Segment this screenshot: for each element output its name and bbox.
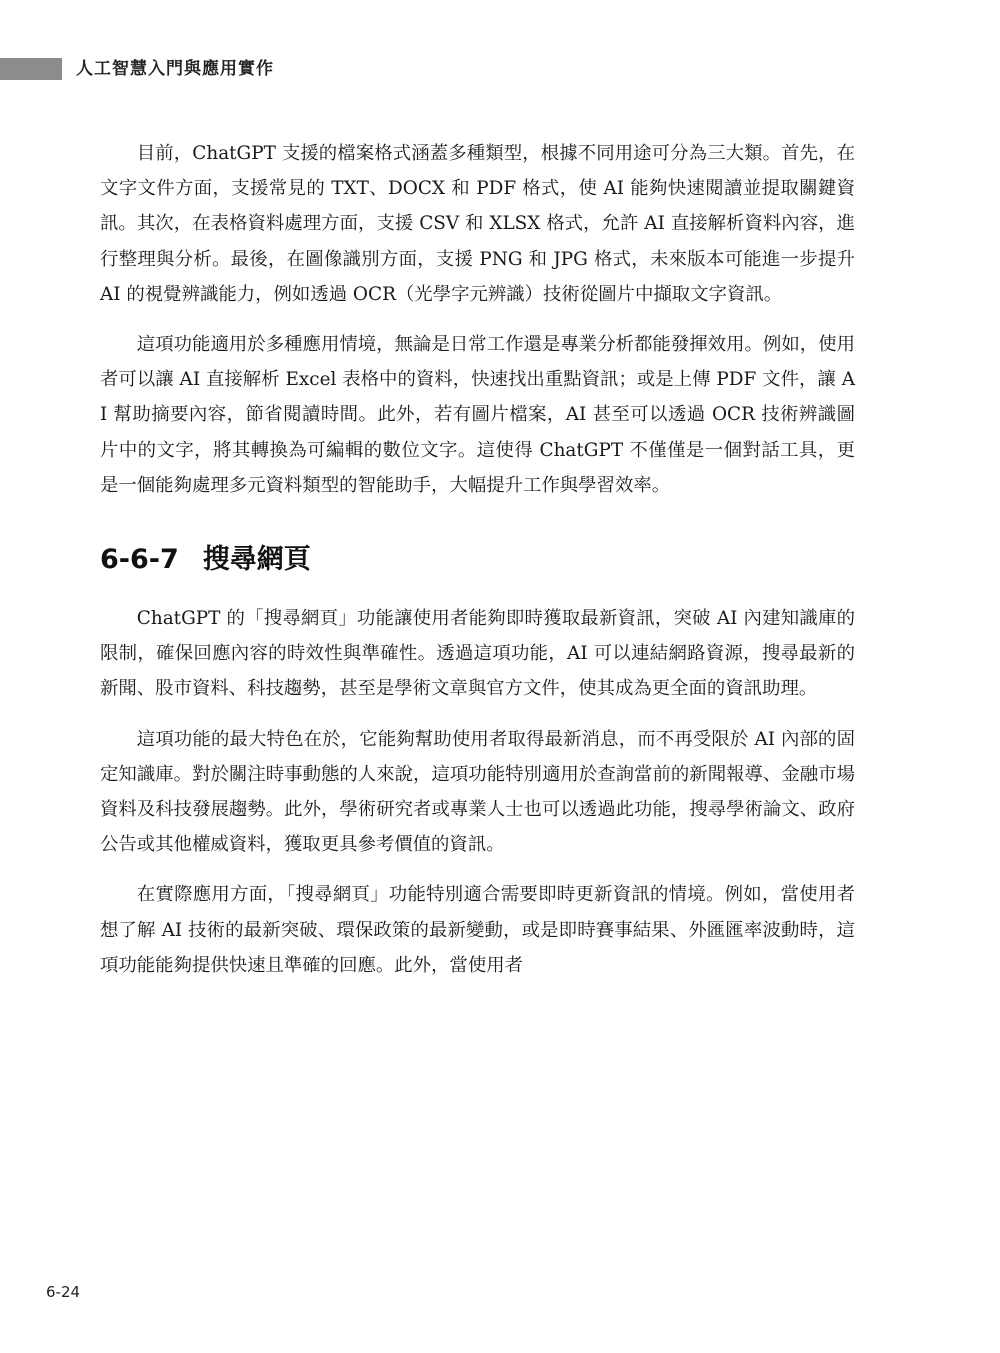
section-number: 6-6-7 — [100, 544, 179, 576]
section-heading — [100, 539, 855, 581]
paragraph-web-search-intro: ChatGPT 的「搜尋網頁」功能讓使用者能夠即時獲取最新資訊，突破 AI 內建知識庫的限制，確保回應內容的時效性與準確性。透過這項功能，AI 可以連結網路資源，搜尋最新的新聞、股市資料、科技趨勢，甚至是學術文章與官方文件，使其成為更全面的資訊助理。 — [100, 608, 855, 700]
page-body — [100, 136, 855, 983]
paragraph-web-search-application: 在實際應用方面，「搜尋網頁」功能特別適合需要即時更新資訊的情境。例如，當使用者想了解 AI 技術的最新突破、環保政策的最新變動，或是即時賽事結果、外匯匯率波動時，這項功能能夠提供快速且準確的回應。此外，當使用者 — [100, 884, 855, 976]
paragraph-web-search-feature: 這項功能的最大特色在於，它能夠幫助使用者取得最新消息，而不再受限於 AI 內部的固定知識庫。對於關注時事動態的人來說，這項功能特別適用於查詢當前的新聞報導、金融市場資料及科技發展趨勢。此外，學術研究者或專業人士也可以透過此功能，搜尋學術論文、政府公告或其他權威資料，獲取更具參考價值的資訊。 — [100, 728, 855, 856]
header-decoration-bar — [0, 58, 62, 80]
paragraph-use-cases: 這項功能適用於多種應用情境，無論是日常工作還是專業分析都能發揮效用。例如，使用者可以讓 AI 直接解析 Excel 表格中的資料，快速找出重點資訊；或是上傳 PDF 文件，讓 AI 幫助摘要內容，節省閱讀時間。此外，若有圖片檔案，AI 甚至可以透過 OCR 技術辨識圖片中的文字，將其轉換為可編輯的數位文字。這使得 ChatGPT 不僅僅是一個對話工具，更是一個能夠處理多元資料類型的智能助手，大幅提升工作與學習效率。 — [100, 334, 855, 496]
paragraph-file-formats: 目前，ChatGPT 支援的檔案格式涵蓋多種類型，根據不同用途可分為三大類。首先，在文字文件方面，支援常見的 TXT、DOCX 和 PDF 格式，使 AI 能夠快速閱讀並提取關鍵資訊。其次，在表格資料處理方面，支援 CSV 和 XLSX 格式，允許 AI 直接解析資料內容，進行整理與分析。最後，在圖像識別方面，支援 PNG 和 JPG 格式，未來版本可能進一步提升 AI 的視覺辨識能力，例如透過 OCR（光學字元辨識）技術從圖片中擷取文字資訊。 — [100, 143, 855, 305]
section-title: 搜尋網頁 — [202, 544, 311, 576]
running-header-title: 人工智慧入門與應用實作 — [76, 59, 274, 79]
page-number: 6-24 — [46, 1283, 81, 1301]
